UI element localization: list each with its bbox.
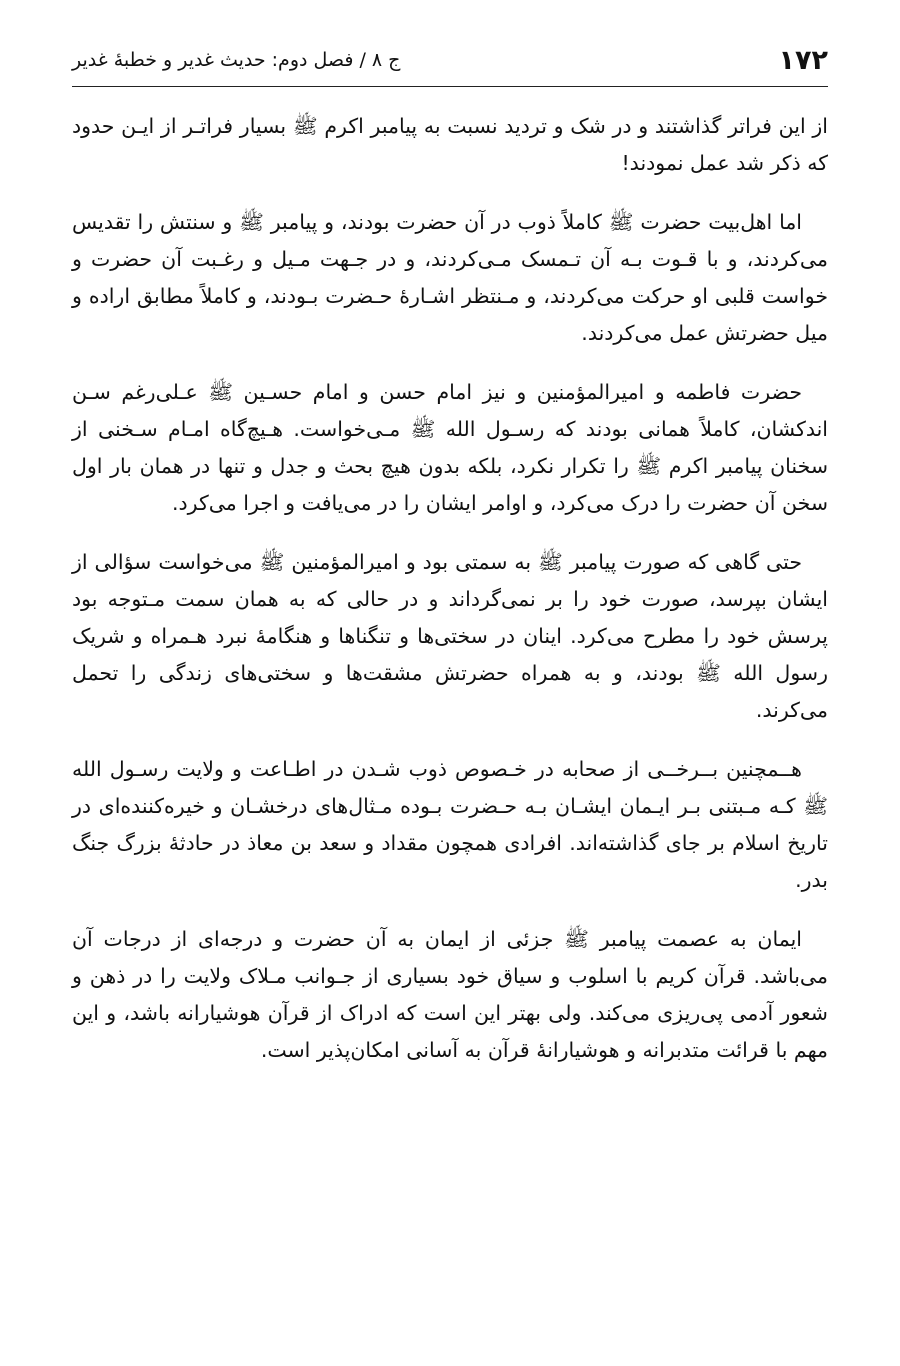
page-header [72, 36, 828, 84]
paragraph-3: حضرت فاطمه و امیرالمؤمنین و نیز امام حسن و امام حسـین ﷺ عـلی‌رغم سـن اندکشان، کاملاً همانی بودند که رسـول الله ﷺ مـی‌خواست. هـیچ‌گاه امـام سـخنی از سخنان پیامبر اکرم ﷺ را تکرار نکرد، بلکه بدون هیچ بحث و جدل و تنها در همان بار اول سخن آن حضرت را درک می‌کرد، و اوامر ایشان را در می‌یافت و اجرا می‌کرد. [72, 380, 828, 515]
paragraph-2: اما اهل‌بیت حضرت ﷺ کاملاً ذوب در آن حضرت بودند، و پیامبر ﷺ و سنتش را تقدیس می‌کردند، و با قـوت بـه آن تـمسک مـی‌کردند، و در جـهت مـیل و رغـبت آن حضرت و خواست قلبی او حرکت می‌کردند، و مـنتظر اشـارهٔ حـضرت بـودند، و کاملاً مطابق اراده و میل حضرتش عمل می‌کردند. [72, 210, 828, 345]
paragraph-5: هــمچنین بــرخــی از صحابه در خـصوص ذوب شـدن در اطـاعت و ولایت رسـول الله ﷺ کـه مـبتنی بـر ایـمان ایشـان بـه حـضرت بـوده مـثال‌های درخشـان و خیره‌کننده‌ای در تاریخ اسلام بر جای گذاشته‌اند. افرادی همچون مقداد و سعد بن معاذ در حادثهٔ بزرگ جنگ بدر. [72, 757, 828, 892]
page-number: ۱۷۲ [778, 44, 828, 76]
header-rule [72, 86, 828, 87]
page-body [72, 108, 828, 1091]
running-title: ج ۸ / فصل دوم: حدیث غدیر و خطبهٔ غدیر [72, 49, 401, 71]
paragraph-1: از این فراتر گذاشتند و در شک و تردید نسبت به پیامبر اکرم ﷺ بسیار فراتـر از ایـن حدود که ذکر شد عمل نمودند! [72, 114, 828, 175]
paragraph-4: حتی گاهی که صورت پیامبر ﷺ به سمتی بود و امیرالمؤمنین ﷺ می‌خواست سؤالی از ایشان بپرسد، صورت خود را بر نمی‌گرداند و در حالی که به همان سمت مـتوجه بود پرسش خود را مطرح می‌کرد. اینان در سختی‌ها و تنگناها و هنگامهٔ نبرد هـمراه و شریک رسول الله ﷺ بودند، و به همراه حضرتش مشقت‌ها و سختی‌های زندگی را تحمل می‌کرند. [72, 550, 828, 722]
paragraph-6: ایمان به عصمت پیامبر ﷺ جزئی از ایمان به آن حضرت و درجه‌ای از درجات آن می‌باشد. قرآن کریم با اسلوب و سیاق خود بسیاری از جـوانب مـلاک ولایت را در ذهن و شعور آدمی پی‌ریزی می‌کند. ولی بهتر این است که ادراک از قرآن هوشیارانه باشد، و این مهم با قرائت متدبرانه و هوشیارانهٔ قرآن به آسانی امکان‌پذیر است. [72, 927, 828, 1062]
